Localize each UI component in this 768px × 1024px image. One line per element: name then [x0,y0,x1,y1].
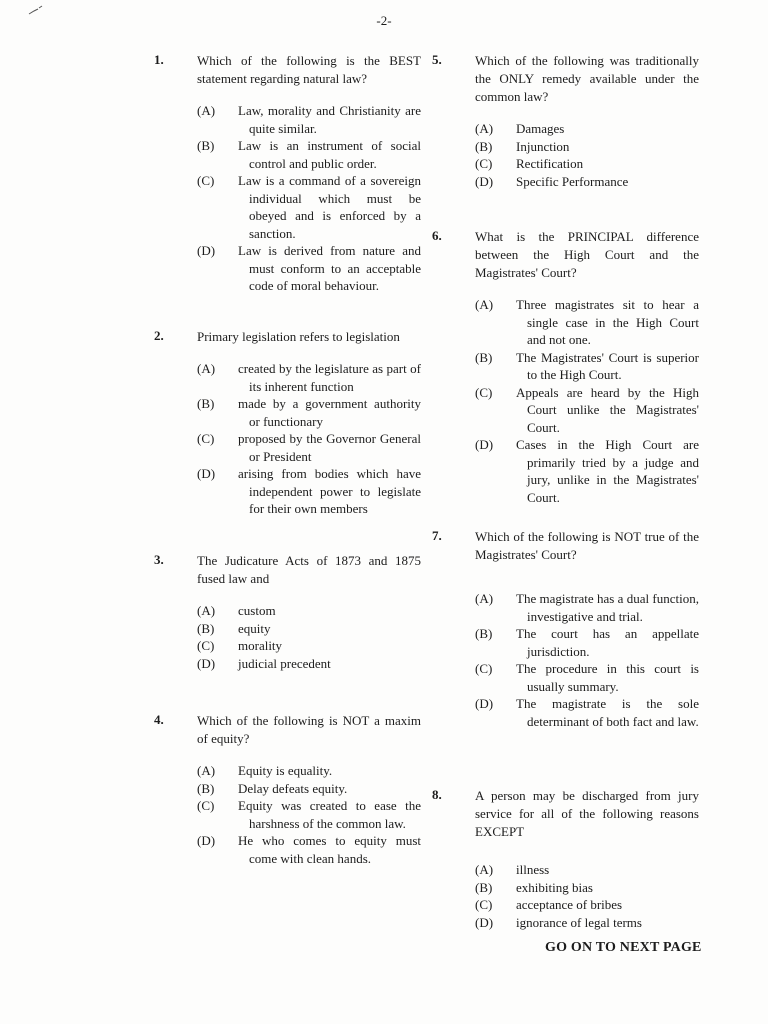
option-letter: (D) [197,833,216,848]
option-d[interactable] [475,914,699,932]
question-number: 1. [154,52,164,67]
option-text: The magistrate is the sole determinant of both fact and law. [516,696,699,729]
option-text: judicial precedent [238,655,331,671]
option-text: Damages [516,121,565,136]
option-letter: (A) [197,361,216,376]
option-text: equity [238,620,271,636]
option-b[interactable] [475,138,699,156]
question-2 [154,328,421,552]
question-text: A person may be discharged from jury service for all of the following reasons EXCEPT [475,788,699,839]
option-letter: (C) [197,173,215,188]
option-text: created by the legislature as part of its inherent function [238,361,421,394]
option-a[interactable] [475,590,699,625]
question-text: Which of the following is the BEST statement regarding natural law? [197,53,421,86]
question-3 [154,552,421,712]
option-text: The procedure in this court is usually summary. [516,661,699,694]
option-text: Law is a command of a sovereign individual which must be obeyed and is enforced by a sanction. [238,173,421,241]
option-letter: (D) [475,437,494,452]
option-a[interactable] [475,861,699,879]
option-d[interactable] [197,832,421,867]
option-d[interactable] [197,655,421,673]
question-7 [432,528,699,787]
option-text: made by a government authority or functionary [238,396,421,429]
option-c[interactable] [475,155,699,173]
question-number: 2. [154,328,164,343]
option-letter: (D) [475,173,494,189]
options-list [197,102,421,295]
option-c[interactable] [475,660,699,695]
go-on-footer: GO ON TO NEXT PAGE [545,940,702,955]
option-b[interactable] [197,395,421,430]
option-b[interactable] [197,137,421,172]
option-a[interactable] [475,120,699,138]
option-d[interactable] [475,173,699,191]
option-letter: (D) [475,696,494,711]
option-text: Delay defeats equity. [238,780,348,796]
question-number: 5. [432,52,442,67]
options-list [475,120,699,190]
options-list [475,590,699,730]
option-text: Law, morality and Christianity are quite similar. [238,103,421,136]
option-text: Law is an instrument of social control and public order. [238,138,421,171]
option-b[interactable] [475,879,699,897]
option-text: Cases in the High Court are primarily tried by a judge and jury, unlike in the Magistrates' Court. [516,437,699,505]
question-number: 4. [154,712,164,727]
option-c[interactable] [197,637,421,655]
option-d[interactable] [197,465,421,518]
option-letter: (D) [197,655,216,671]
question-6 [432,228,699,528]
option-text: arising from bodies which have independent power to legislate for their own members [238,466,421,516]
option-a[interactable] [197,762,421,780]
question-text: The Judicature Acts of 1873 and 1875 fused law and [197,553,421,586]
option-text: ignorance of legal terms [516,914,642,930]
option-a[interactable] [475,296,699,349]
option-text: Three magistrates sit to hear a single case in the High Court and not one. [516,297,699,347]
option-letter: (D) [197,243,216,258]
option-letter: (B) [475,138,493,154]
option-c[interactable] [197,172,421,242]
option-text: Appeals are heard by the High Court unlike the Magistrates' Court. [516,384,699,435]
option-d[interactable] [197,242,421,295]
option-text: The magistrate has a dual function, investigative and trial. [516,591,699,624]
option-text: Law is derived from nature and must conform to an acceptable code of moral behaviour. [238,243,421,293]
option-letter: (A) [475,121,494,136]
options-list [197,602,421,672]
option-letter: (A) [197,603,216,618]
option-text: Rectification [516,156,584,171]
question-text: Primary legislation refers to legislation [197,329,400,344]
option-b[interactable] [475,625,699,660]
option-letter: (B) [475,349,493,365]
option-d[interactable] [475,695,699,730]
option-letter: (B) [197,780,215,796]
option-letter: (A) [475,862,494,877]
option-letter: (A) [197,103,216,118]
option-text: Specific Performance [516,173,629,189]
option-a[interactable] [197,602,421,620]
option-text: custom [238,603,276,618]
question-text: Which of the following was traditionally the ONLY remedy available under the common law? [475,53,699,104]
option-letter: (B) [197,620,215,636]
option-text: Equity is equality. [238,763,333,778]
question-number: 6. [432,228,442,243]
option-letter: (C) [475,156,493,171]
question-1 [154,52,421,328]
options-list [475,861,699,931]
question-number: 7. [432,528,442,543]
option-letter: (A) [475,591,494,606]
option-text: The court has an appellate jurisdiction. [516,626,699,659]
option-letter: (C) [197,431,215,446]
option-letter: (B) [475,626,493,641]
option-letter: (C) [197,798,215,813]
options-list [197,360,421,518]
option-text: Injunction [516,138,570,154]
option-text: exhibiting bias [516,879,593,895]
question-8 [432,787,699,931]
option-a[interactable] [197,360,421,395]
option-text: illness [516,862,550,877]
option-d[interactable] [475,436,699,506]
option-a[interactable] [197,102,421,137]
option-b[interactable] [475,349,699,384]
option-letter: (D) [475,914,494,930]
option-text: Equity was created to ease the harshness of the common law. [238,798,421,831]
option-b[interactable] [197,780,421,798]
option-c[interactable] [197,797,421,832]
option-letter: (B) [197,138,215,153]
option-text: morality [238,638,283,653]
option-letter: (B) [197,396,215,411]
question-4 [154,712,421,866]
option-text: acceptance of bribes [516,897,623,912]
option-letter: (A) [475,297,494,312]
question-text: Which of the following is NOT true of the Magistrates' Court? [475,529,699,562]
question-number: 8. [432,787,442,802]
options-list [197,762,421,867]
option-c[interactable] [475,896,699,914]
right-column [432,52,699,931]
option-c[interactable] [475,384,699,437]
page-number: -2- [376,13,392,28]
option-letter: (D) [197,466,216,481]
option-text: He who comes to equity must come with clean hands. [238,833,421,866]
option-letter: (C) [475,661,493,676]
options-list [475,296,699,506]
option-text: proposed by the Governor General or President [238,431,421,464]
question-5 [432,52,699,228]
option-letter: (C) [475,384,493,400]
option-c[interactable] [197,430,421,465]
option-letter: (C) [475,897,493,912]
option-text: The Magistrates' Court is superior to the High Court. [516,349,699,382]
option-letter: (C) [197,638,215,653]
option-b[interactable] [197,620,421,638]
option-letter: (B) [475,879,493,895]
question-text: What is the PRINCIPAL difference between the High Court and the Magistrates' Court? [475,229,699,280]
question-number: 3. [154,552,164,567]
question-text: Which of the following is NOT a maxim of equity? [197,713,421,746]
left-column [154,52,421,866]
option-letter: (A) [197,763,216,778]
